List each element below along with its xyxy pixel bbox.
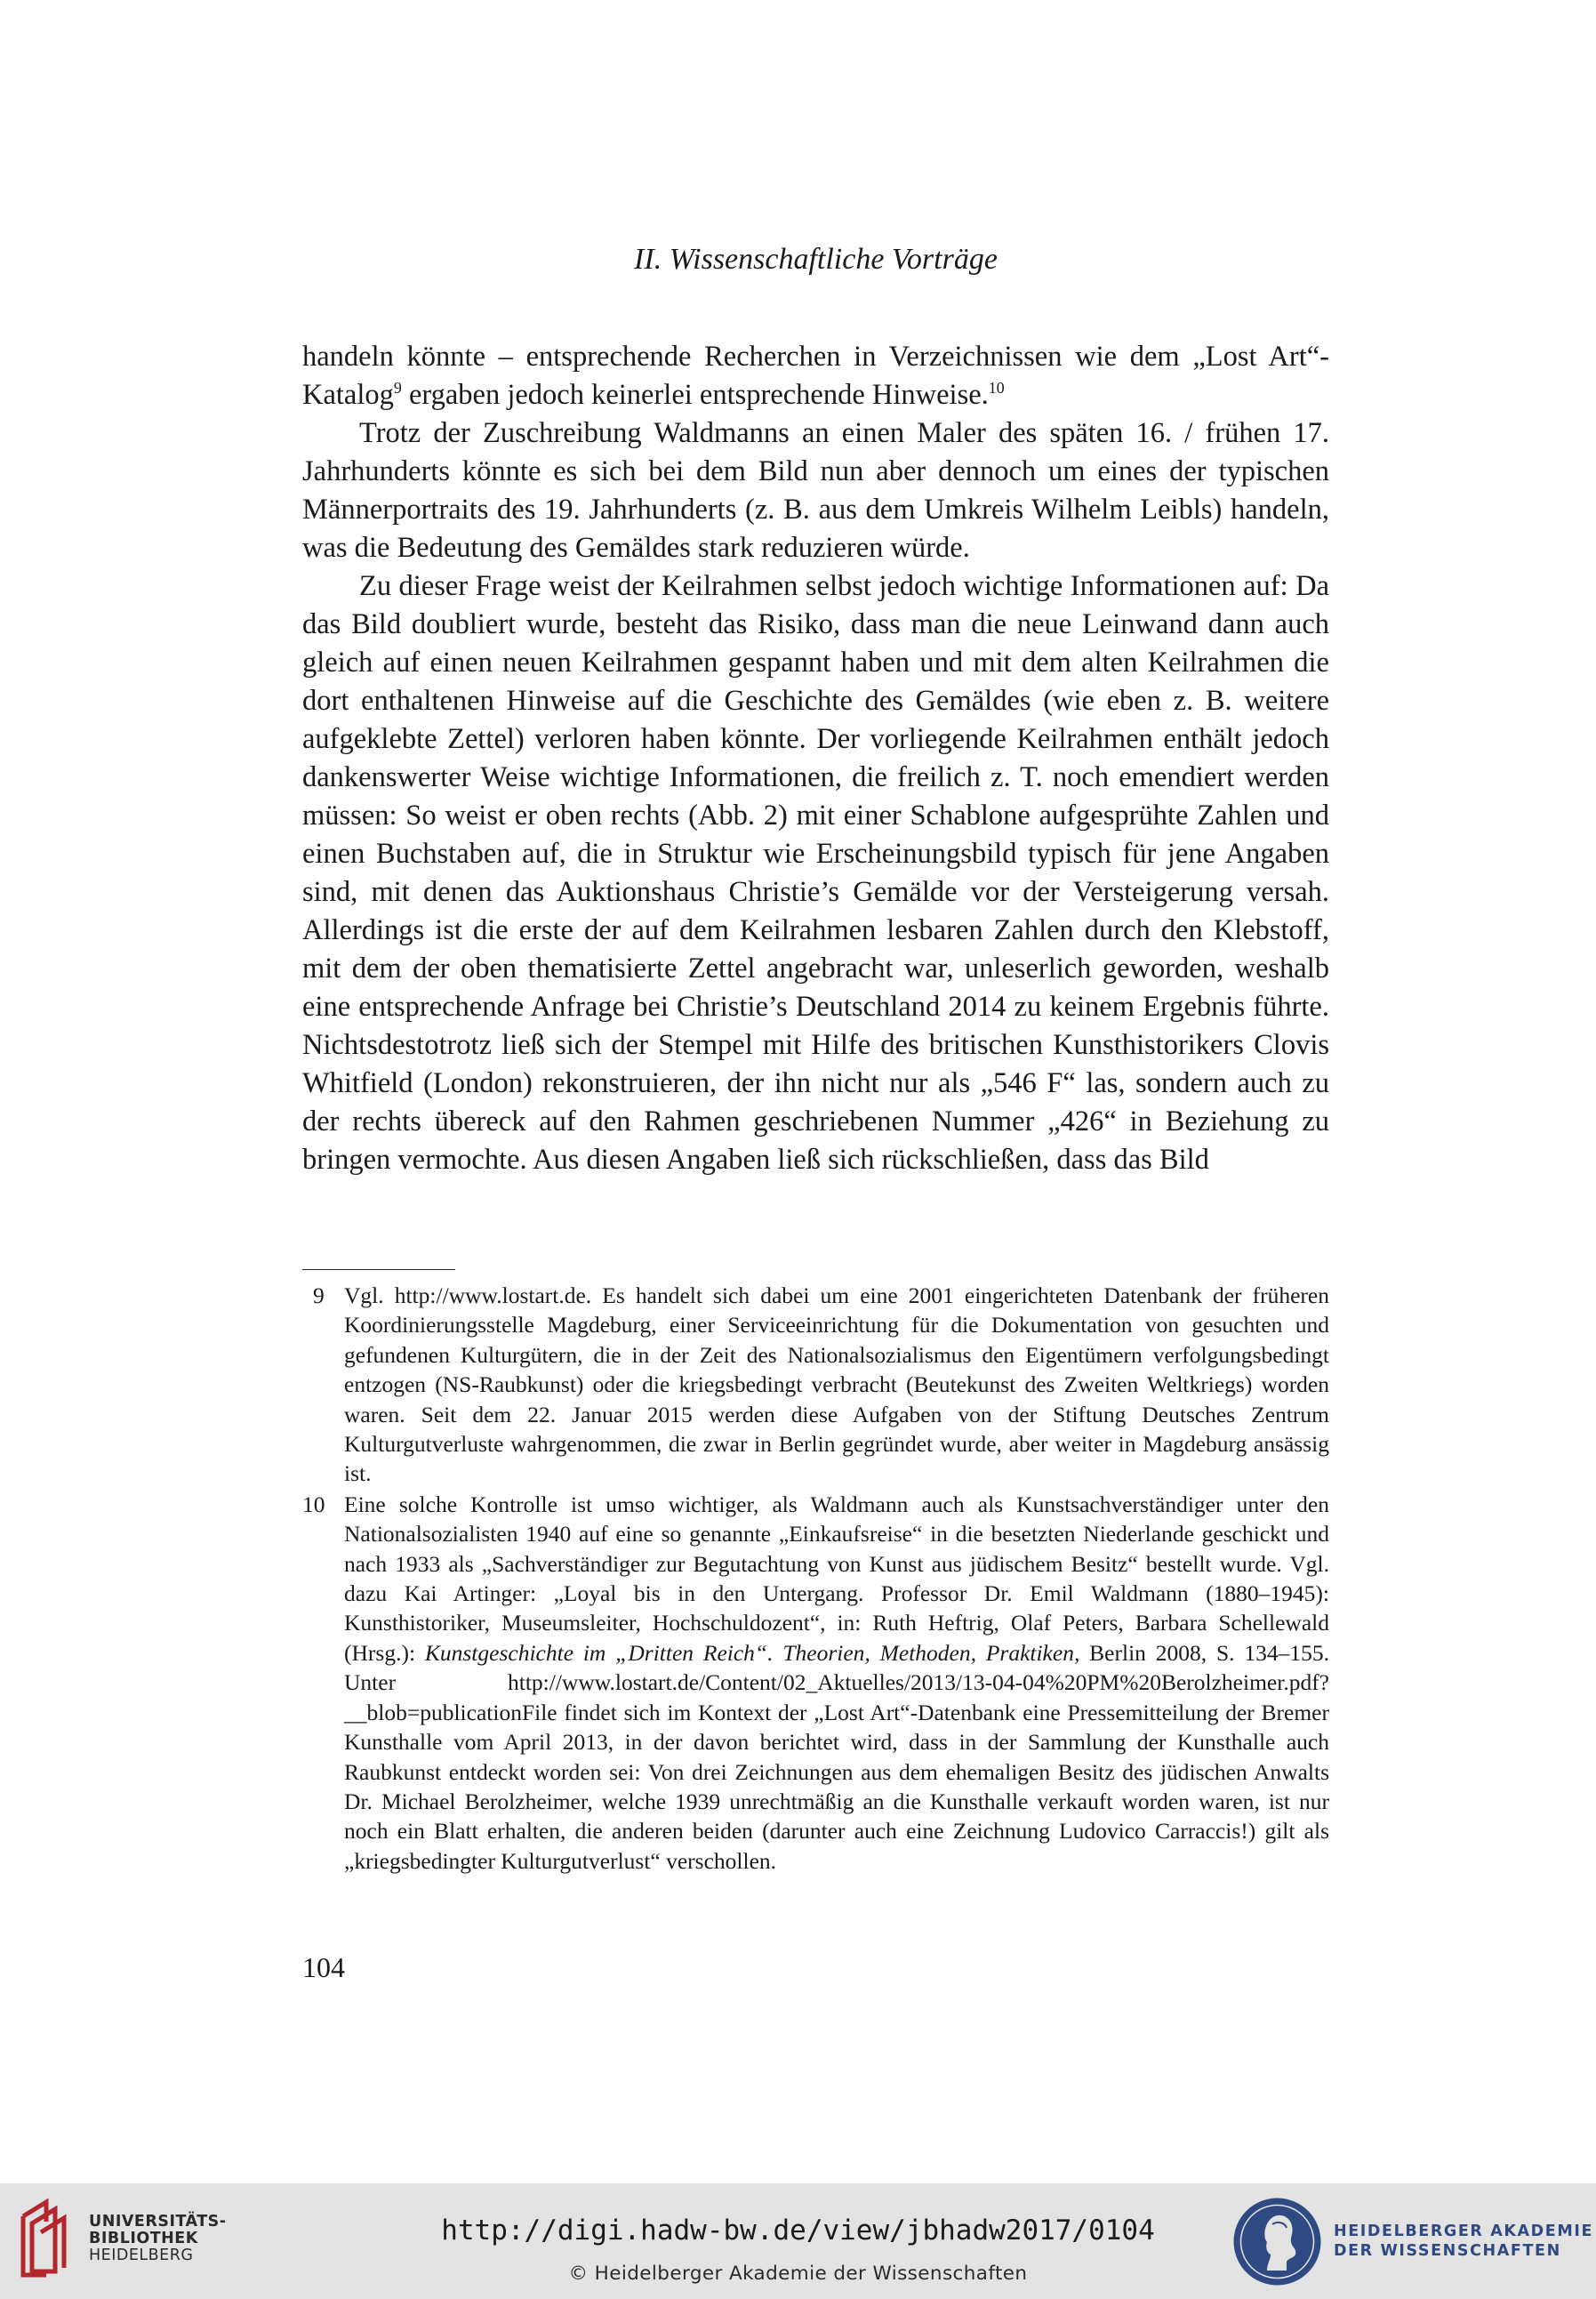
library-name-line: UNIVERSITÄTS- xyxy=(89,2213,227,2231)
text-run: Trotz der Zuschreibung Waldmanns an einen Maler des späten 16. / frühen 17. Jahrhunderts könnte es sich bei dem Bild nun aber dennoch um eines der typischen Männerportraits des 19. Jahrhunderts (z. B. aus dem Umkreis Wilhelm Leibls) handeln, was die Bedeutung des Gemäldes stark reduzieren würde. xyxy=(302,417,1329,564)
library-name-line: HEIDELBERG xyxy=(89,2247,194,2264)
footnote-reference[interactable]: 10 xyxy=(988,379,1005,398)
text-run: ergaben jedoch keinerlei entsprechende Hinweise. xyxy=(401,379,989,411)
footnote-reference[interactable]: 9 xyxy=(393,379,402,398)
text-run: Vgl. http://www.lostart.de. Es handelt sich dabei um eine 2001 eingerichteten Datenbank der früheren Koordinierungsstelle Magdeburg, einer Serviceeinrichtung für die Dokumentation von gesuchten und gefundenen Kulturgütern, die in der Zeit des Nationalsozialismus den Eigentümern verfolgungsbedingt entzogen (NS-Raubkunst) oder die kriegsbedingt verbracht (Beutekunst des Zweiten Weltkriegs) worden waren. Seit dem 22. Januar 2015 werden diese Aufgaben von der Stiftung Deutsches Zentrum Kulturgutverluste wahrgenommen, die zwar in Berlin gegründet wurde, aber weiter in Magdeburg ansässig ist. xyxy=(344,1282,1329,1487)
footnote-number: 10 xyxy=(302,1491,325,1517)
text-run: Zu dieser Frage weist der Keilrahmen selbst jedoch wichtige Informationen auf: Da das Bild doubliert wurde, besteht das Risiko, dass man die neue Leinwand dann auch gleich auf einen neuen Keilrahmen gespannt haben und mit dem alten Keilrahmen die dort enthaltenen Hinweise auf die Geschichte des Gemäldes (wie eben z. B. weitere aufgeklebte Zettel) verloren haben könnte. Der vorliegende Keilrahmen enthält jedoch dankenswerter Weise wichtige Informationen, die freilich z. T. noch emendiert werden müssen: So weist er oben rechts (Abb. 2) mit einer Schablone aufgesprühte Zahlen und einen Buchstaben auf, die in Struktur wie Erscheinungsbild typisch für jene Angaben sind, mit denen das Auktionshaus Christie’s Gemälde vor der Versteigerung versah. Allerdings ist die erste der auf dem Keilrahmen lesbaren Zahlen durch den Klebstoff, mit dem der oben thematisierte Zettel angebracht war, unleserlich geworden, weshalb eine entsprechende Anfrage bei Christie’s Deutschland 2014 zu keinem Ergebnis führte. Nichtsdestotrotz ließ sich der Stempel mit Hilfe des britischen Kunsthistorikers Clovis Whitfield (London) rekonstruieren, der ihn nicht nur als „546 F“ las, sondern auch zu der rechts übereck auf den Rahmen geschriebenen Nummer „426“ in Beziehung zu bringen vermochte. Aus diesen Angaben ließ sich rückschließen, dass das Bild xyxy=(302,570,1329,1176)
paragraph xyxy=(302,414,1329,567)
paragraph xyxy=(302,338,1329,414)
footnote-9 xyxy=(302,1281,1329,1489)
text-run: handeln könnte – entsprechende Recherchen in Verzeichnissen wie dem „Lost Art“-Katalog xyxy=(302,341,1329,411)
footnotes xyxy=(302,1281,1329,1877)
text-run: Berlin 2008, S. 134–155. Unter http://www.lostart.de/Content/02_Aktuelles/2013/13-04-04%20PM%20Berolzheimer.pdf?__blob=publicationFile findet sich im Kontext der „Lost Art“-Datenbank eine Pressemitteilung der Bremer Kunsthalle vom April 2013, in der davon berichtet wird, dass in der Sammlung der Kunsthalle auch Raubkunst entdeckt worden sei: Von drei Zeichnungen aus dem ehemaligen Besitz des jüdischen Anwalts Dr. Michael Berolzheimer, welche 1939 unrechtmäßig an die Kunsthalle verkauft worden waren, ist nur noch ein Blatt erhalten, die anderen beiden (darunter auch eine Zeichnung Ludovico Carraccis!) gilt als „kriegsbedingter Kulturgutverlust“ verschollen. xyxy=(344,1639,1330,1874)
footnote-separator xyxy=(302,1269,455,1270)
academy-name-line: DER WISSENSCHAFTEN xyxy=(1334,2242,1561,2260)
library-name-line: BIBLIOTHEK xyxy=(89,2230,198,2247)
book-title: Kunstgeschichte im „Dritten Reich“. Theorien, Methoden, Praktiken, xyxy=(424,1639,1080,1666)
text-run: Eine solche Kontrolle ist umso wichtiger, als Waldmann auch als Kunstsachverständiger unter den Nationalsozialisten 1940 auf eine so genannte „Einkaufsreise“ in die besetzten Niederlande geschickt und nach 1933 als „Sachverständiger zur Begutachtung von Kunst aus jüdischem Besitz“ bestellt wurde. Vgl. dazu Kai Artinger: „Loyal bis in den Untergang. Professor Dr. Emil Waldmann (1880–1945): Kunsthistoriker, Museumsleiter, Hochschuldozent“, in: Ruth Heftrig, Olaf Peters, Barbara Schellewald (Hrsg.): xyxy=(344,1491,1329,1666)
academy-name[interactable] xyxy=(1334,2222,1593,2261)
page-number: 104 xyxy=(302,1951,345,1983)
running-header: II. Wissenschaftliche Vorträge xyxy=(634,243,998,276)
copyright-notice: © Heidelberger Akademie der Wissenschaften xyxy=(568,2263,1028,2285)
footer-bar xyxy=(0,2183,1596,2299)
main-text xyxy=(302,338,1329,1179)
paragraph xyxy=(302,567,1329,1179)
permalink-url[interactable]: http://digi.hadw-bw.de/view/jbhadw2017/0104 xyxy=(441,2215,1155,2247)
footnote-10 xyxy=(302,1490,1329,1876)
footnote-number: 9 xyxy=(313,1282,325,1308)
academy-seal-icon[interactable] xyxy=(1231,2196,1323,2287)
academy-name-line: HEIDELBERGER AKADEMIE xyxy=(1334,2223,1594,2240)
